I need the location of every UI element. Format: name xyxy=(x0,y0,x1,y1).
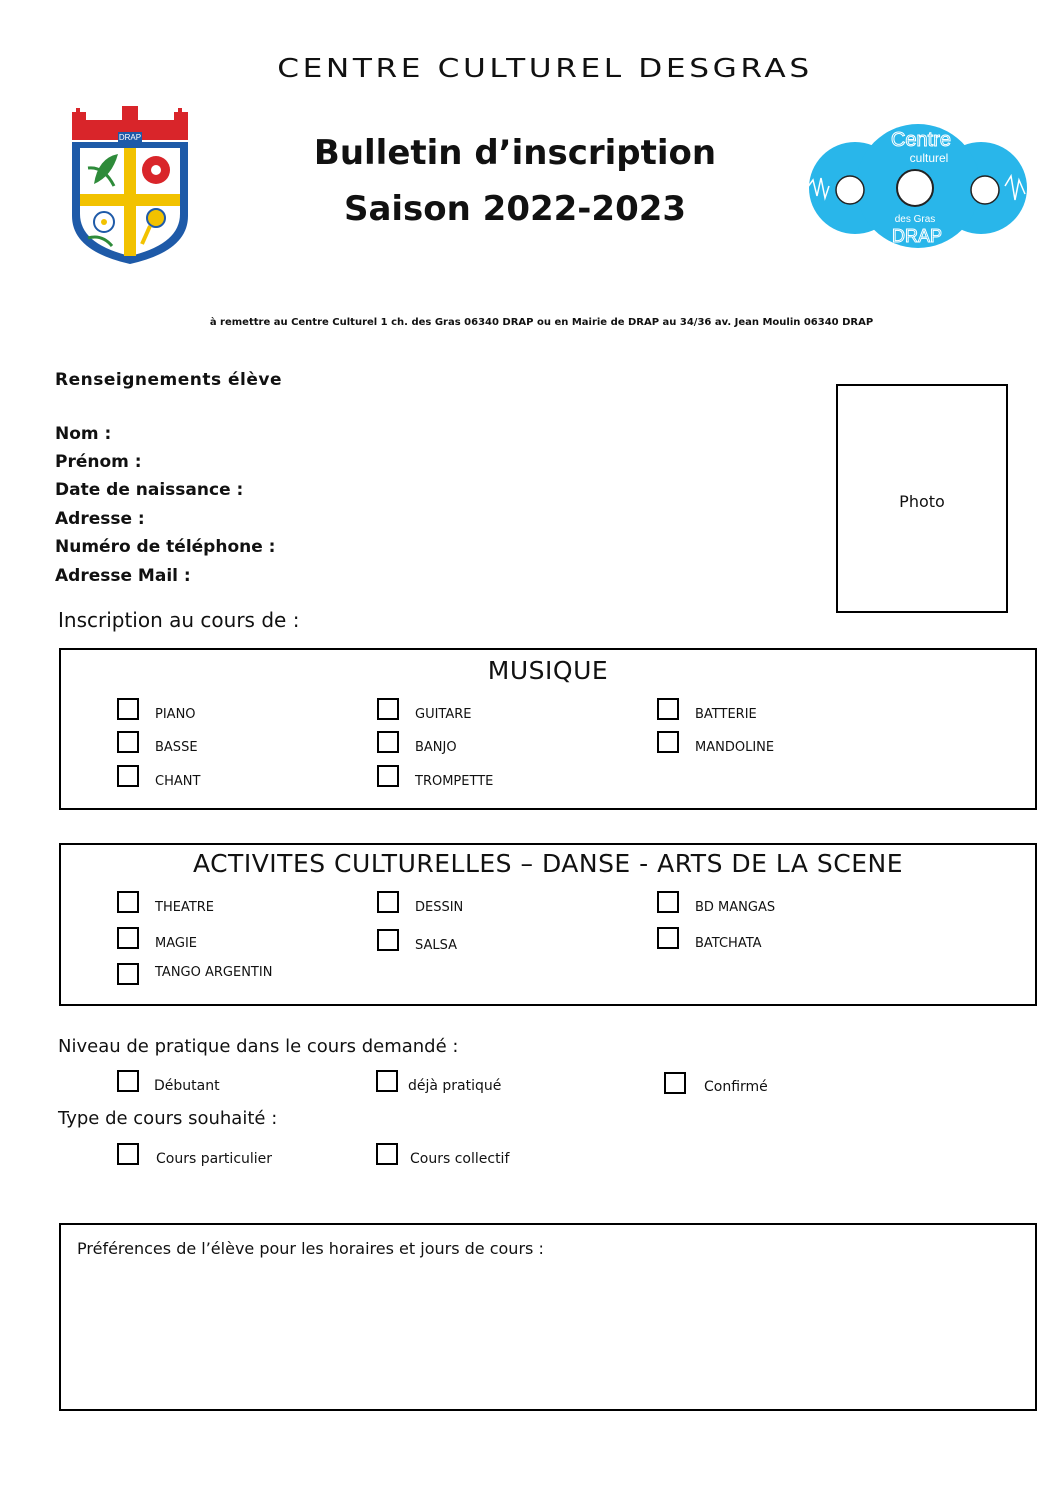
logo-text-top: Centre xyxy=(890,129,952,151)
student-section-title: Renseignements élève xyxy=(55,370,283,390)
type-particulier[interactable]: Cours particulier xyxy=(117,1143,272,1165)
checkbox[interactable] xyxy=(117,731,139,753)
option-guitare[interactable]: GUITARE xyxy=(377,698,472,720)
photo-label: Photo xyxy=(899,492,945,511)
checkbox[interactable] xyxy=(117,1143,139,1165)
season-title: Saison 2022-2023 xyxy=(343,189,687,229)
music-group xyxy=(59,648,1037,810)
option-salsa[interactable]: SALSA xyxy=(377,929,457,951)
checkbox[interactable] xyxy=(377,891,399,913)
type-collectif[interactable]: Cours collectif xyxy=(376,1143,509,1165)
option-dessin[interactable]: DESSIN xyxy=(377,891,463,913)
checkbox[interactable] xyxy=(376,1070,398,1092)
first-name-field[interactable]: Prénom : xyxy=(55,452,142,472)
crest-label: DRAP xyxy=(118,133,142,142)
logo-text-low: des Gras xyxy=(894,214,936,225)
checkbox[interactable] xyxy=(117,963,139,985)
drap-crest-icon xyxy=(68,106,192,266)
option-batchata[interactable]: BATCHATA xyxy=(657,927,762,949)
option-banjo[interactable]: BANJO xyxy=(377,731,457,753)
checkbox[interactable] xyxy=(117,1070,139,1092)
level-question: Niveau de pratique dans le cours demandé : xyxy=(58,1036,459,1057)
option-tango-argentin[interactable]: TANGO ARGENTIN xyxy=(117,963,272,985)
culture-group xyxy=(59,843,1037,1006)
option-trompette[interactable]: TROMPETTE xyxy=(377,765,493,787)
organization-title: CENTRE CULTUREL DESGRAS xyxy=(277,54,813,84)
course-type-question: Type de cours souhaité : xyxy=(58,1108,278,1129)
checkbox[interactable] xyxy=(657,927,679,949)
checkbox[interactable] xyxy=(117,765,139,787)
checkbox[interactable] xyxy=(657,731,679,753)
option-piano[interactable]: PIANO xyxy=(117,698,196,720)
level-debutant[interactable]: Débutant xyxy=(117,1070,220,1092)
preferences-box[interactable] xyxy=(59,1223,1037,1411)
logo-text-bottom: DRAP xyxy=(891,226,943,246)
checkbox[interactable] xyxy=(376,1143,398,1165)
logo-text-mid: culturel xyxy=(909,151,949,165)
form-title: Bulletin d’inscription xyxy=(313,133,717,173)
option-basse[interactable]: BASSE xyxy=(117,731,198,753)
level-deja-pratique[interactable]: déjà pratiqué xyxy=(376,1070,501,1092)
checkbox[interactable] xyxy=(664,1072,686,1094)
checkbox[interactable] xyxy=(377,731,399,753)
phone-field[interactable]: Numéro de téléphone : xyxy=(55,537,276,557)
checkbox[interactable] xyxy=(657,891,679,913)
course-question: Inscription au cours de : xyxy=(58,608,300,632)
culture-group-title: ACTIVITES CULTURELLES – DANSE - ARTS DE LA SCENE xyxy=(192,849,904,878)
checkbox[interactable] xyxy=(117,698,139,720)
checkbox[interactable] xyxy=(117,891,139,913)
last-name-field[interactable]: Nom : xyxy=(55,424,112,444)
email-field[interactable]: Adresse Mail : xyxy=(55,566,191,586)
checkbox[interactable] xyxy=(377,929,399,951)
checkbox[interactable] xyxy=(657,698,679,720)
checkbox[interactable] xyxy=(377,698,399,720)
birth-date-field[interactable]: Date de naissance : xyxy=(55,480,244,500)
photo-box xyxy=(836,384,1008,613)
option-chant[interactable]: CHANT xyxy=(117,765,200,787)
checkbox[interactable] xyxy=(117,927,139,949)
preferences-label: Préférences de l’élève pour les horaires et jours de cours : xyxy=(77,1239,544,1258)
level-confirme[interactable]: Confirmé xyxy=(664,1072,768,1094)
address-field[interactable]: Adresse : xyxy=(55,509,145,529)
centre-culturel-logo-icon xyxy=(805,118,1030,253)
option-bd-mangas[interactable]: BD MANGAS xyxy=(657,891,775,913)
checkbox[interactable] xyxy=(377,765,399,787)
option-mandoline[interactable]: MANDOLINE xyxy=(657,731,774,753)
music-group-title: MUSIQUE xyxy=(487,656,609,685)
option-batterie[interactable]: BATTERIE xyxy=(657,698,757,720)
option-theatre[interactable]: THEATRE xyxy=(117,891,214,913)
option-magie[interactable]: MAGIE xyxy=(117,927,197,949)
submission-instructions: à remettre au Centre Culturel 1 ch. des Gras 06340 DRAP ou en Mairie de DRAP au 34/36 av. Jean Moulin 06340 DRAP xyxy=(209,317,874,328)
